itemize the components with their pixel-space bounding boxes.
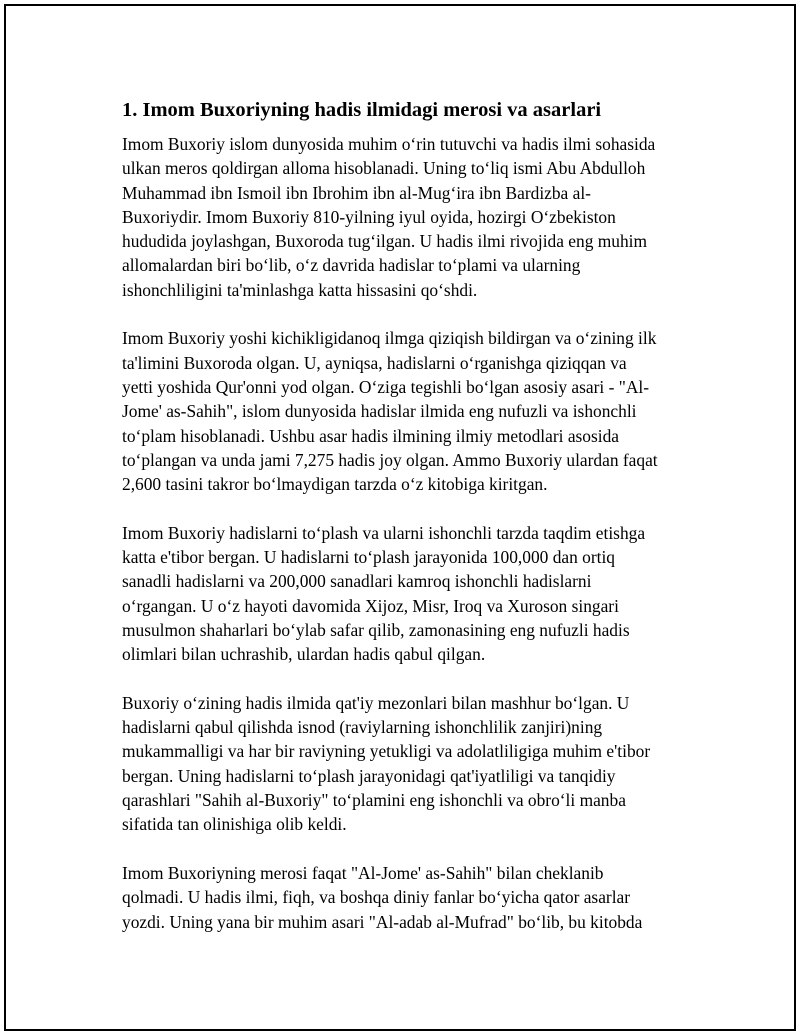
text-line: to‘plangan va unda jami 7,275 hadis joy olgan. Ammo Buxoriy ulardan faqat bbox=[122, 449, 658, 470]
text-line: Buxoriy o‘zining hadis ilmida qat'iy mezonlari bilan mashhur bo‘lgan. U bbox=[122, 692, 630, 713]
text-line: to‘plam hisoblanadi. Ushbu asar hadis ilmining ilmiy metodlari asosida bbox=[122, 425, 620, 446]
text-line: hududida joylashgan, Buxoroda tug‘ilgan. U hadis ilmi rivojida eng muhim bbox=[122, 231, 648, 252]
text-line: Buxoriydir. Imom Buxoriy 810-yilning iyul oyida, hozirgi O‘zbekiston bbox=[122, 206, 616, 227]
text-line: 2,600 tasini takror bo‘lmaydigan tarzda o‘z kitobiga kiritgan. bbox=[122, 474, 548, 495]
section-heading: 1. Imom Buxoriyning hadis ilmidagi merosi va asarlari bbox=[122, 99, 602, 121]
text-line: Jome' as-Sahih", islom dunyosida hadislar ilmida eng nufuzli va ishonchli bbox=[122, 401, 637, 422]
text-line: hadislarni qabul qilishda isnod (raviylarning ishonchlilik zanjiri)ning bbox=[122, 717, 603, 738]
text-line: Muhammad ibn Ismoil ibn Ibrohim ibn al-Mug‘ira ibn Bardizba al- bbox=[122, 182, 591, 203]
text-line: ulkan meros qoldirgan alloma hisoblanadi. Uning to‘liq ismi Abu Abdulloh bbox=[122, 158, 646, 179]
text-line: Imom Buxoriyning merosi faqat "Al-Jome' as-Sahih" bilan cheklanib bbox=[122, 862, 604, 883]
text-line: bergan. Uning hadislarni to‘plash jarayonidagi qat'iyatliligi va tanqidiy bbox=[122, 765, 616, 786]
text-line: mukammalligi va har bir raviyning yetukligi va adolatliligiga muhim e'tibor bbox=[122, 741, 651, 762]
text-line: katta e'tibor bergan. U hadislarni to‘plash jarayonida 100,000 dan ortiq bbox=[122, 547, 616, 568]
paragraph-3 bbox=[122, 521, 712, 667]
text-line: Imom Buxoriy hadislarni to‘plash va ularni ishonchli tarzda taqdim etishga bbox=[122, 522, 646, 543]
paragraph-2 bbox=[122, 326, 712, 496]
text-line: allomalardan biri bo‘lib, o‘z davrida hadislar to‘plami va ularning bbox=[122, 255, 581, 276]
document-content bbox=[122, 96, 712, 958]
text-line: sifatida tan olinishiga olib keldi. bbox=[122, 814, 347, 835]
text-line: musulmon shaharlari bo‘ylab safar qilib, zamonasining eng nufuzli hadis bbox=[122, 619, 630, 640]
text-line: yozdi. Uning yana bir muhim asari "Al-adab al-Mufrad" bo‘lib, bu kitobda bbox=[122, 911, 643, 932]
text-line: o‘rgangan. U o‘z hayoti davomida Xijoz, Misr, Iroq va Xuroson singari bbox=[122, 595, 619, 616]
text-line: olimlari bilan uchrashib, ulardan hadis qabul qilgan. bbox=[122, 644, 486, 665]
page-frame bbox=[4, 4, 796, 1031]
text-line: ta'limini Buxoroda olgan. U, ayniqsa, hadislarni o‘rganishga qiziqqan va bbox=[122, 352, 627, 373]
text-line: ishonchliligini ta'minlashga katta hissasini qo‘shdi. bbox=[122, 279, 478, 300]
text-line: sanadli hadislarni va 200,000 sanadlari kamroq ishonchli hadislarni bbox=[122, 571, 592, 592]
paragraph-5 bbox=[122, 861, 712, 934]
text-line: Imom Buxoriy yoshi kichikligidanoq ilmga qiziqish bildirgan va o‘zining ilk bbox=[122, 328, 657, 349]
paragraph-4 bbox=[122, 691, 712, 837]
paragraph-1 bbox=[122, 132, 712, 302]
text-line: qolmadi. U hadis ilmi, fiqh, va boshqa diniy fanlar bo‘yicha qator asarlar bbox=[122, 887, 631, 908]
text-line: qarashlari "Sahih al-Buxoriy" to‘plamini eng ishonchli va obro‘li manba bbox=[122, 790, 626, 811]
text-line: Imom Buxoriy islom dunyosida muhim o‘rin tutuvchi va hadis ilmi sohasida bbox=[122, 134, 656, 154]
text-line: yetti yoshida Qur'onni yod olgan. O‘ziga tegishli bo‘lgan asosiy asari - "Al- bbox=[122, 376, 650, 397]
